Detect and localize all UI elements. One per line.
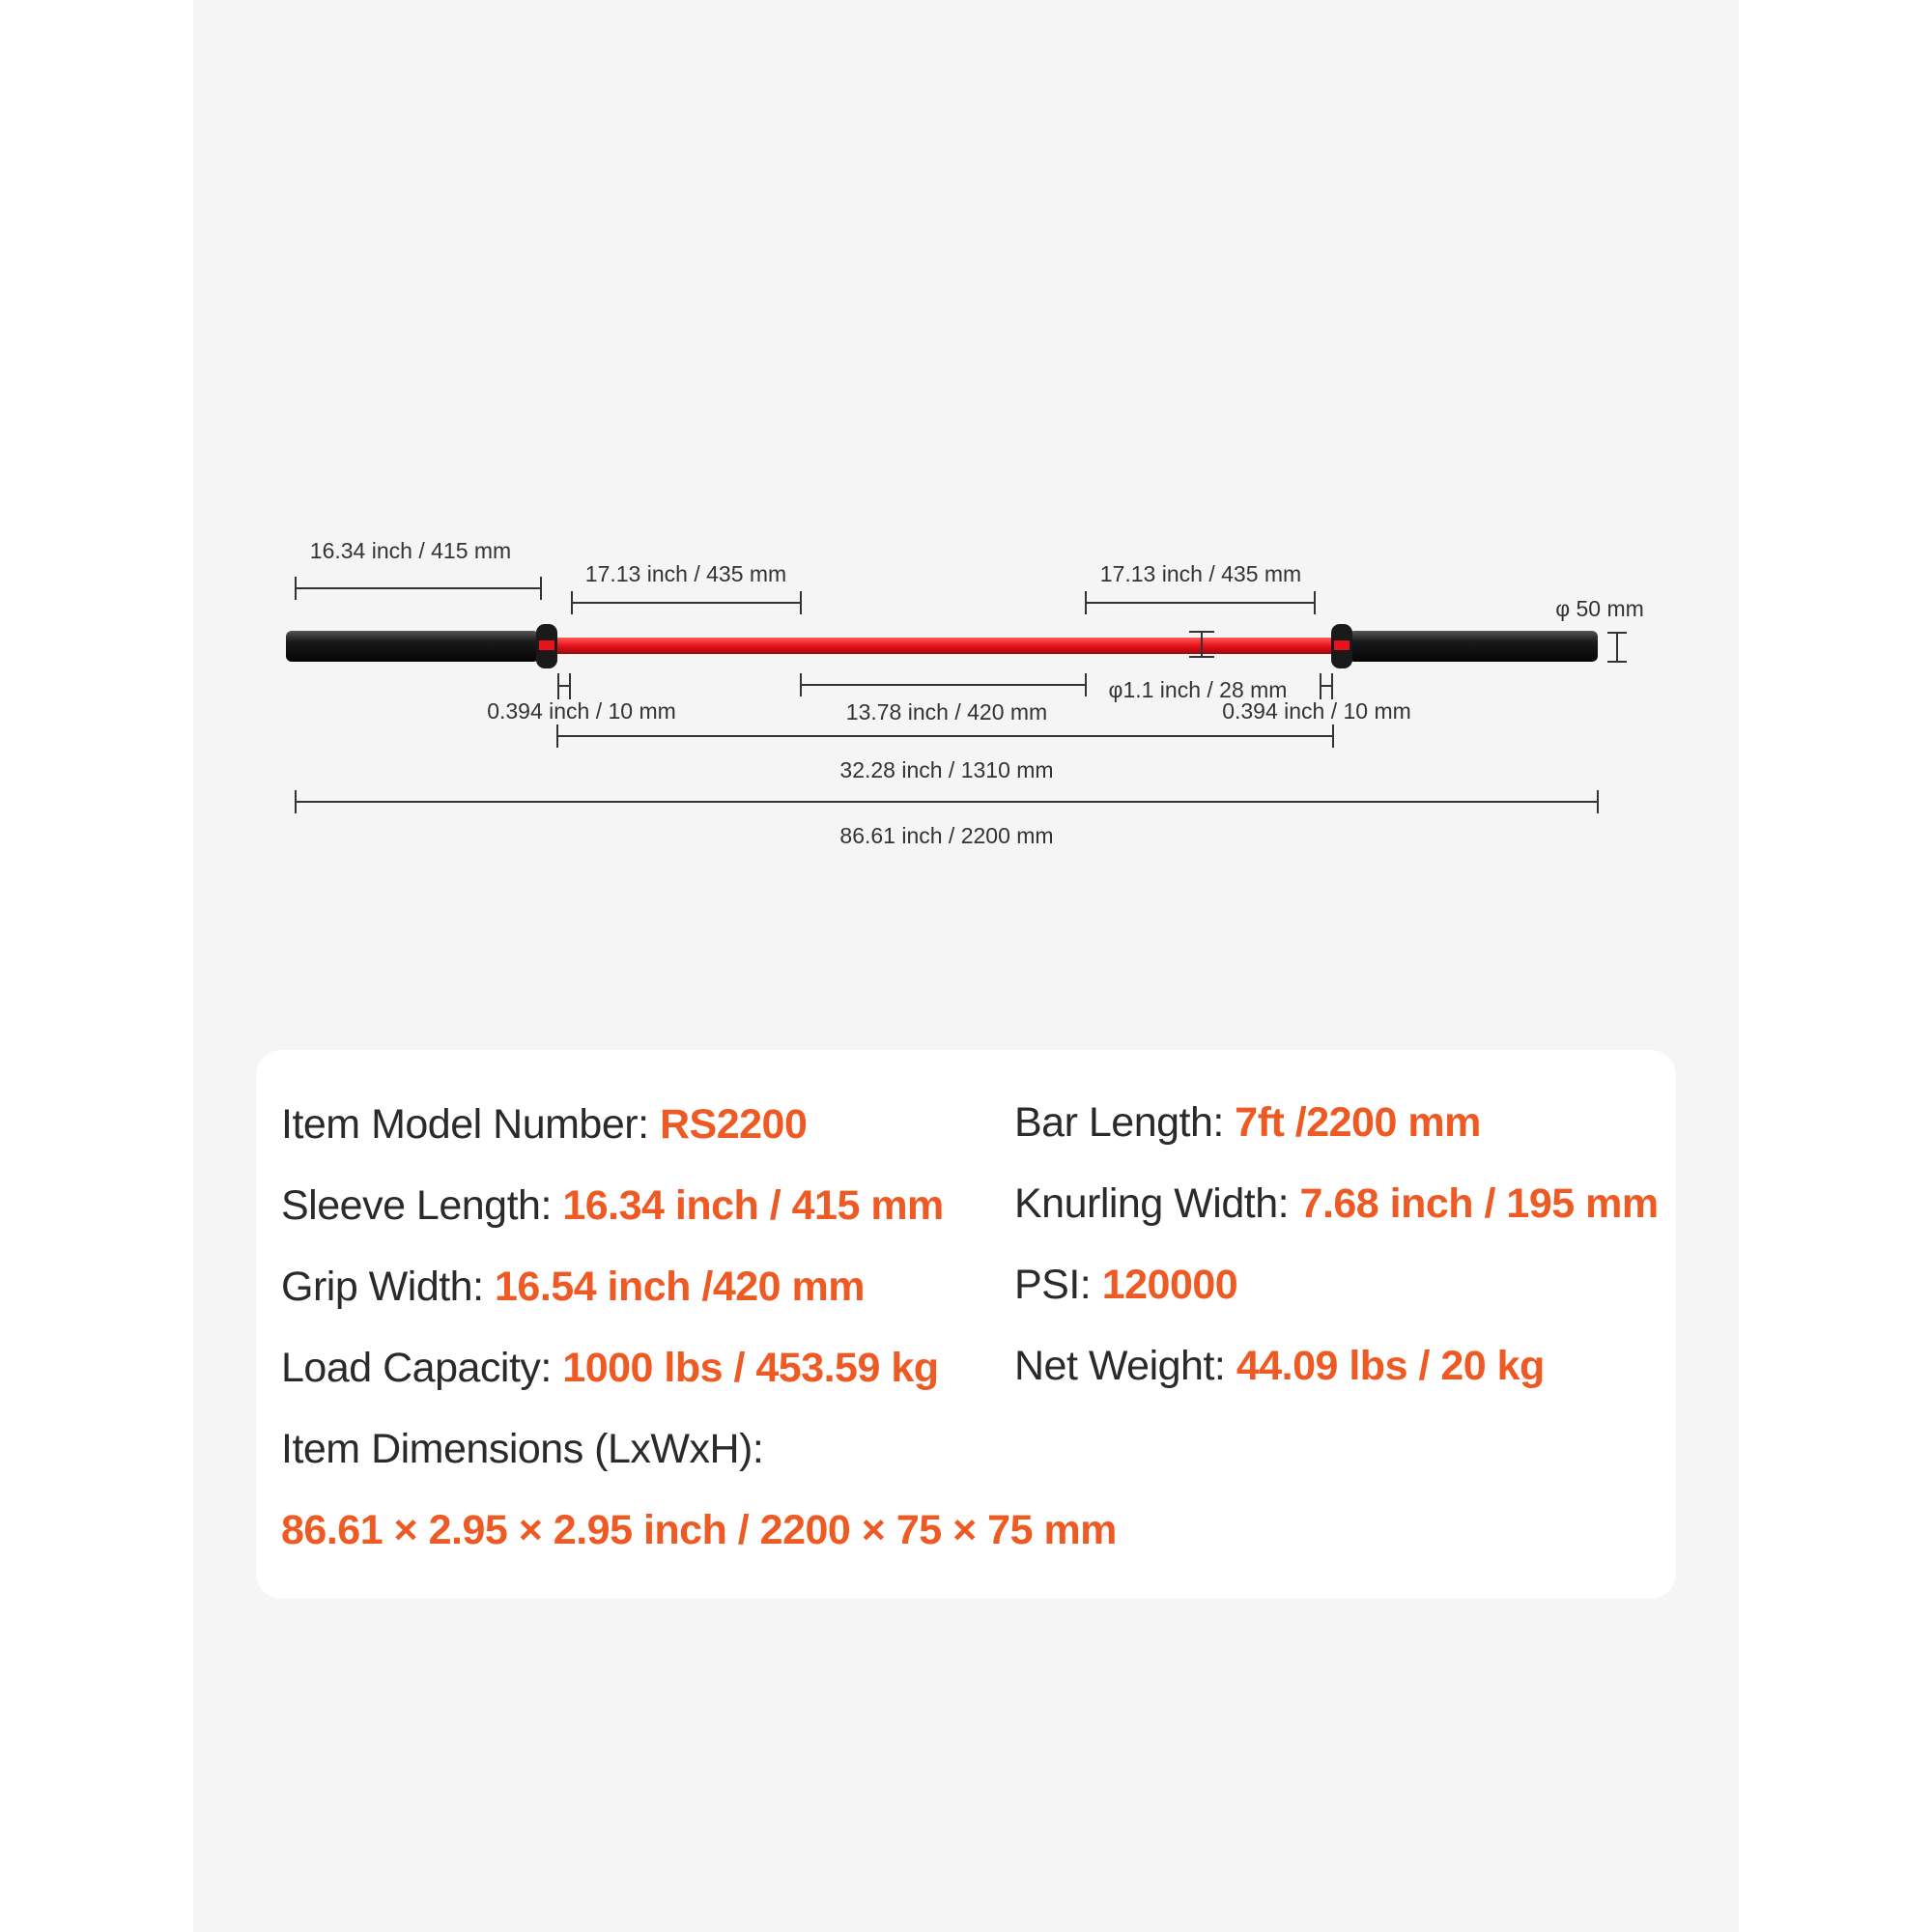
spec-dimensions-label: Item Dimensions (LxWxH): (281, 1426, 764, 1472)
spec-model-value: RS2200 (659, 1101, 808, 1148)
spec-bar-length-value: 7ft /2200 mm (1235, 1099, 1481, 1146)
spec-knurling-width (1014, 1180, 1659, 1228)
spec-grip-width (281, 1264, 865, 1311)
spec-grip-width-label: Grip Width: (281, 1264, 495, 1310)
left-collar (536, 624, 557, 668)
knurl-right-dim (1086, 591, 1315, 614)
spec-net-weight (1014, 1343, 1545, 1390)
spec-dimensions (281, 1507, 1117, 1554)
spec-load-capacity (281, 1345, 939, 1392)
knurl-left-dim (572, 591, 801, 614)
sleeve-length-dim (296, 577, 541, 600)
center-gap-dim (801, 673, 1086, 696)
spec-model (281, 1101, 807, 1149)
spec-grip-width-value: 16.54 inch /420 mm (495, 1264, 865, 1310)
spec-load-capacity-label: Load Capacity: (281, 1345, 563, 1391)
spec-sleeve-length (281, 1182, 944, 1230)
bar-shaft (555, 638, 1333, 654)
spec-knurling-width-label: Knurling Width: (1014, 1180, 1300, 1227)
collar-right-label: 0.394 inch / 10 mm (1222, 698, 1411, 724)
spec-psi-label: PSI: (1014, 1262, 1102, 1308)
knurl-left-label: 17.13 inch / 435 mm (584, 561, 787, 586)
sleeve-length-label: 16.34 inch / 415 mm (309, 538, 512, 563)
center-gap-label: 13.78 inch / 420 mm (845, 699, 1048, 724)
collar-right-dim (1321, 673, 1332, 699)
spec-knurling-width-value: 7.68 inch / 195 mm (1299, 1180, 1659, 1227)
inner-length-dim (557, 724, 1333, 748)
knurl-right-label: 17.13 inch / 435 mm (1099, 561, 1302, 586)
sleeve-diameter-dim (1607, 633, 1627, 662)
collar-left-label: 0.394 inch / 10 mm (487, 698, 676, 724)
spec-psi-value: 120000 (1101, 1262, 1238, 1308)
spec-bar-length-label: Bar Length: (1014, 1099, 1236, 1146)
total-length-dim (296, 790, 1598, 813)
barbell (286, 624, 1598, 668)
spec-model-label: Item Model Number: (281, 1101, 660, 1148)
right-sleeve (1349, 631, 1598, 662)
spec-load-capacity-value: 1000 lbs / 453.59 kg (562, 1345, 939, 1391)
left-sleeve (286, 631, 539, 662)
spec-net-weight-value: 44.09 lbs / 20 kg (1236, 1343, 1545, 1389)
spec-bar-length (1014, 1099, 1481, 1147)
total-length-label: 86.61 inch / 2200 mm (839, 823, 1054, 848)
inner-length-label: 32.28 inch / 1310 mm (839, 757, 1054, 782)
spec-sleeve-length-value: 16.34 inch / 415 mm (562, 1182, 944, 1229)
right-collar (1331, 624, 1352, 668)
spec-psi (1014, 1262, 1237, 1309)
collar-left-dim (558, 673, 570, 699)
spec-sleeve-length-label: Sleeve Length: (281, 1182, 563, 1229)
sleeve-diameter-label: φ 50 mm (1555, 596, 1644, 621)
shaft-diameter-label: φ1.1 inch / 28 mm (1108, 677, 1288, 702)
spec-dimensions-value: 86.61 × 2.95 × 2.95 inch / 2200 × 75 × 75 mm (281, 1507, 1117, 1553)
spec-net-weight-label: Net Weight: (1014, 1343, 1236, 1389)
